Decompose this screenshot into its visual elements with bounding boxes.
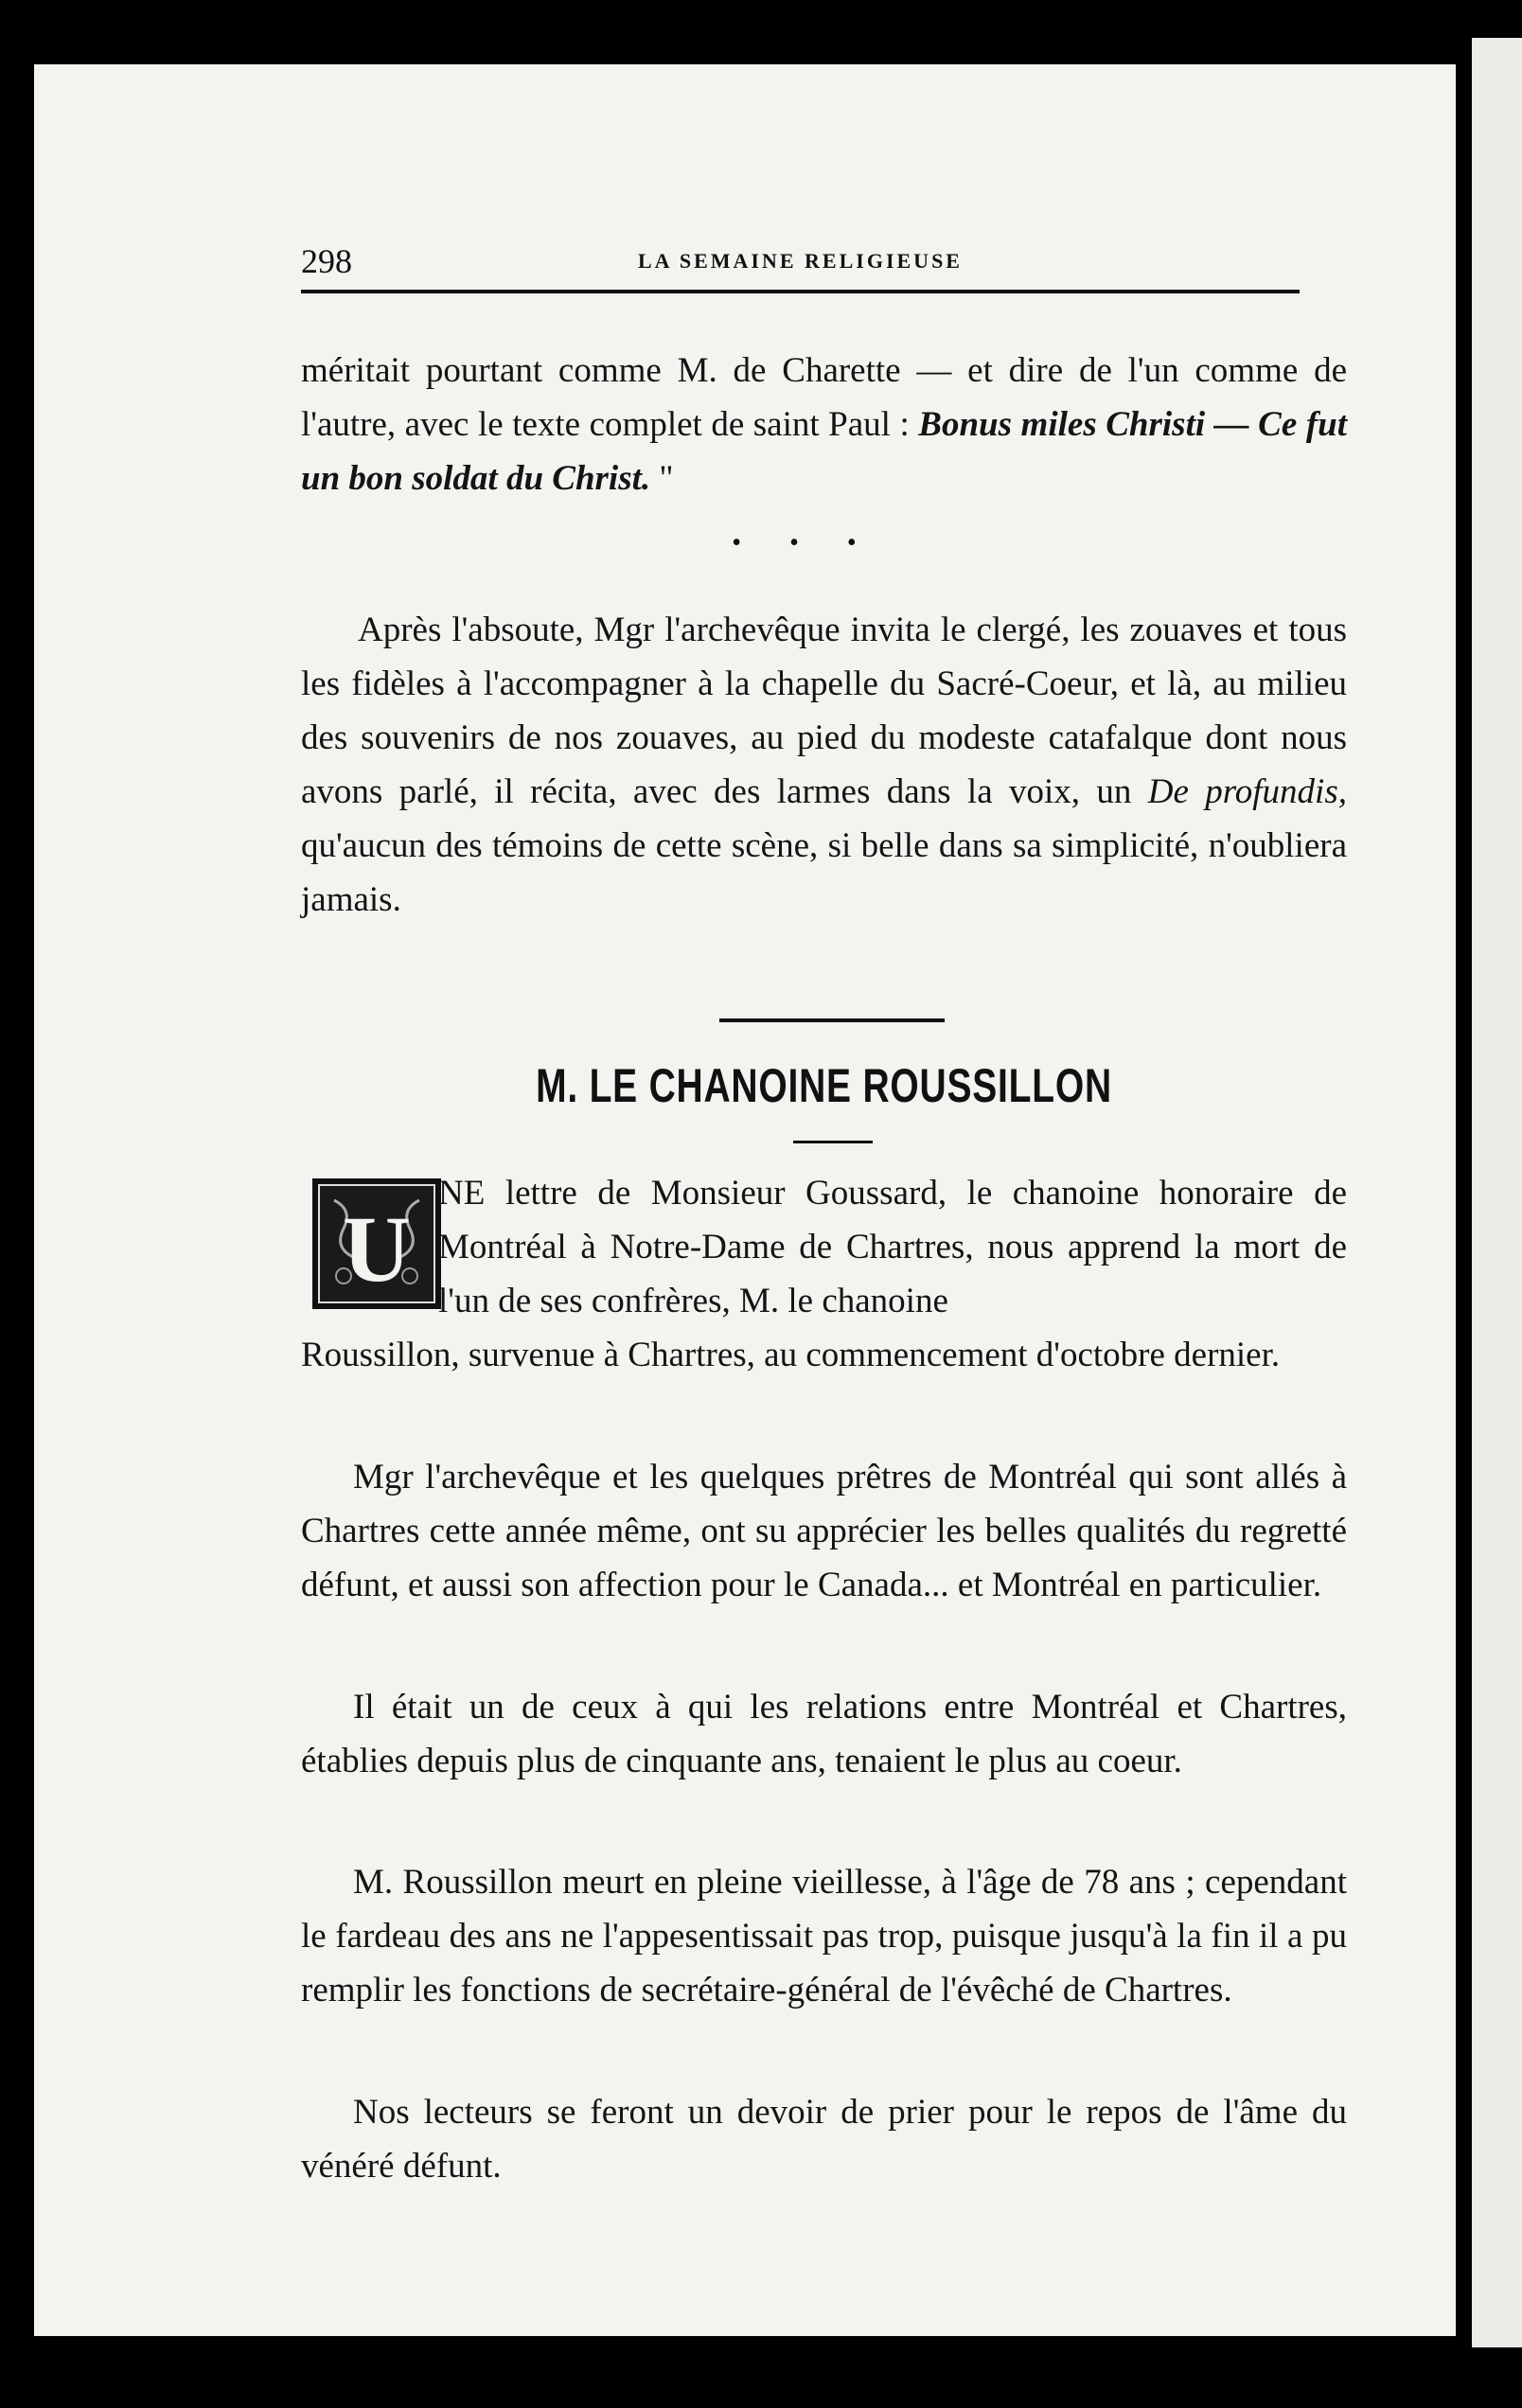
paragraph-relations: Il était un de ceux à qui les relations entre Montréal et Chartres, établies depuis plus de cinquante ans, tenaient le plus au coeur. xyxy=(301,1688,1347,1780)
paragraph-continuation xyxy=(301,344,1347,505)
page-number: 298 xyxy=(301,242,352,280)
paragraph-lecteurs: Nos lecteurs se feront un devoir de prier pour le repos de l'âme du vénéré défunt. xyxy=(301,2093,1347,2186)
ornamental-dropcap xyxy=(312,1178,441,1309)
paragraph-absoute xyxy=(301,603,1347,927)
divider-rule xyxy=(719,1018,945,1022)
title-rule xyxy=(793,1141,873,1143)
section-title: M. LE CHANOINE ROUSSILLON xyxy=(536,1059,1112,1112)
section-separator: • • • xyxy=(732,528,877,558)
de-profundis-italic: De profundis, xyxy=(1147,772,1347,811)
paragraph-roussillon-rest: Roussillon, survenue à Chartres, au commencement d'octobre dernier. xyxy=(301,1336,1281,1374)
paragraph-text: méritait pourtant comme M. de Charette — et dire de l'un comme de l'autre, avec le texte complet de saint Paul : xyxy=(301,351,1347,444)
paragraph-text-end: qu'aucun des témoins de cette scène, si belle dans sa simplicité, n'oubliera jamais. xyxy=(301,826,1347,919)
running-head: LA SEMAINE RELIGIEUSE xyxy=(638,249,963,273)
dropcap-letter: U xyxy=(342,1196,412,1301)
adjacent-page-edge xyxy=(1472,38,1522,2347)
dropcap-ornament xyxy=(315,1181,438,1306)
header-rule xyxy=(301,290,1300,293)
paragraph-archeveque: Mgr l'archevêque et les quelques prêtres de Montréal qui sont allés à Chartres cette année même, ont su apprécier les belles qualités du regretté défunt, et aussi son affection pour le Canada... et Montréal en particulier. xyxy=(301,1458,1347,1604)
paragraph-roussillon-first: NE lettre de Monsieur Goussard, le chanoine honoraire de Montréal à Notre-Dame de Chartres, nous apprend la mort de l'un de ses confrères, M. le chanoine xyxy=(438,1174,1347,1320)
latin-quote: Bonus miles Christi — Ce fut un bon soldat du Christ. xyxy=(301,405,1347,498)
closing-quote: " xyxy=(650,459,674,498)
page-header xyxy=(301,241,1300,279)
paragraph-text: Après l'absoute, Mgr l'archevêque invita le clergé, les zouaves et tous les fidèles à l'accompagner à la chapelle du Sacré-Coeur, et là, au milieu des souvenirs de nos zouaves, au pied du modeste catafalque dont nous avons parlé, il récita, avec des larmes dans la voix, un xyxy=(301,611,1347,811)
paragraph-vieillesse: M. Roussillon meurt en pleine vieillesse, à l'âge de 78 ans ; cependant le fardeau des ans ne l'appesentissait pas trop, puisque jusqu'à la fin il a pu remplir les fonctions de secrétaire-général de l'évêché de Chartres. xyxy=(301,1863,1347,2010)
